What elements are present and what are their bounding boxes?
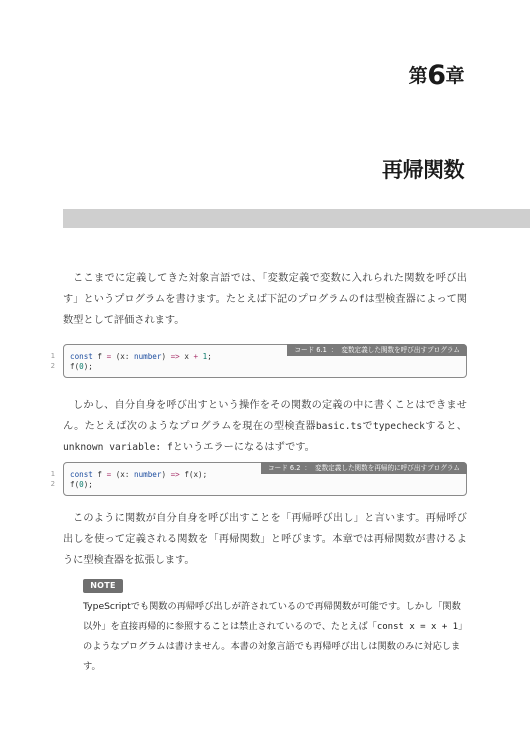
- code-listing-6-2: [63, 462, 467, 496]
- para2-text-2: で: [362, 421, 373, 432]
- caption-separator: ：: [304, 464, 311, 472]
- chapter-prefix: 第: [408, 65, 428, 87]
- inline-code-typecheck: typecheck: [372, 421, 425, 432]
- line-number: 1: [50, 469, 55, 478]
- code-number: 0: [79, 480, 84, 489]
- code-keyword: const: [70, 470, 93, 479]
- line-number: 1: [50, 351, 55, 360]
- note-text-2: 」のようなプログラムは書けません。本書の対象言語でも再帰呼び出しは関数のみに対応します。: [83, 620, 468, 672]
- chapter-title: 再帰関数: [382, 158, 464, 182]
- paragraph-3: このように関数が自分自身を呼び出すことを「再帰呼び出し」と言います。再帰呼び出しを使って定義される関数を「再帰関数」と呼びます。本章では再帰関数が書けるように型検査器を拡張します。: [63, 513, 467, 566]
- para2-text-1: しかし、自分自身を呼び出すという操作をその関数の定義の中に書くことはできません。たとえば次のようなプログラムを現在の型検査器: [63, 400, 467, 432]
- line-number: 2: [50, 479, 55, 488]
- code-text: f: [92, 352, 107, 361]
- note-inline-code: const x = x + 1: [376, 621, 459, 632]
- code-operator: =: [106, 470, 112, 479]
- inline-code-basic-ts: basic.ts: [315, 421, 363, 432]
- caption-text: 変数定義した関数を再帰的に呼び出すプログラム: [315, 464, 460, 472]
- code-text: ): [161, 470, 171, 479]
- code-text: (x:: [111, 470, 135, 479]
- caption-label: コード 6.2: [268, 464, 301, 472]
- chapter-label: [409, 58, 464, 89]
- listing-caption: [261, 462, 467, 474]
- code-line-1: [70, 352, 212, 362]
- para2-text-4: というエラーになるはずです。: [172, 442, 315, 453]
- note-text: [83, 597, 468, 676]
- code-keyword: const: [70, 352, 93, 361]
- code-operator: =>: [170, 470, 180, 479]
- code-number: 1: [202, 352, 208, 361]
- code-operator: =: [106, 352, 112, 361]
- code-text: f(: [70, 480, 80, 489]
- code-text: f: [92, 470, 107, 479]
- code-line-2: [70, 480, 93, 490]
- code-text: );: [83, 362, 93, 371]
- caption-text: 変数定義した関数を呼び出すプログラム: [341, 346, 460, 354]
- listing-caption: [287, 344, 467, 356]
- code-type: number: [134, 470, 162, 479]
- inline-code-error: unknown variable: f: [63, 442, 173, 453]
- code-type: number: [134, 352, 162, 361]
- note-badge: NOTE: [83, 579, 123, 593]
- line-number: 2: [50, 361, 55, 370]
- code-operator: +: [193, 352, 199, 361]
- code-text: (x:: [111, 352, 135, 361]
- code-line-1: [70, 470, 207, 480]
- note-text-1: TypeScriptでも関数の再帰呼び出しが許されているので再帰関数が可能です。しかし「関数以外」を直接再帰的に参照することは禁止されているので、たとえば「: [83, 601, 461, 632]
- code-text: f(x);: [179, 470, 208, 479]
- code-text: f(: [70, 362, 80, 371]
- chapter-suffix: 章: [445, 65, 464, 87]
- caption-separator: ：: [330, 346, 338, 354]
- intro-inline-code: f: [358, 294, 365, 305]
- intro-text-1: ここまでに定義してきた対象言語では、「変数定義で変数に入れられた関数を呼び出す」というプログラムを書けます。たとえば下記のプログラムの: [63, 273, 467, 305]
- caption-label: コード 6.1: [294, 346, 327, 354]
- intro-text-2: は型検査器によって関数型として評価されます。: [63, 294, 467, 326]
- code-listing-6-1: [63, 344, 467, 378]
- code-text: );: [83, 480, 93, 489]
- code-operator: =>: [170, 352, 180, 361]
- intro-paragraph: [63, 268, 467, 331]
- title-divider-bar: [63, 209, 530, 228]
- paragraph-2: [63, 395, 467, 458]
- code-text: x: [179, 352, 194, 361]
- code-text: ): [161, 352, 171, 361]
- para2-text-3: すると、: [424, 421, 467, 432]
- code-number: 0: [79, 362, 84, 371]
- chapter-number: 6: [427, 60, 446, 91]
- code-line-2: [70, 362, 93, 372]
- code-text: ;: [207, 352, 212, 361]
